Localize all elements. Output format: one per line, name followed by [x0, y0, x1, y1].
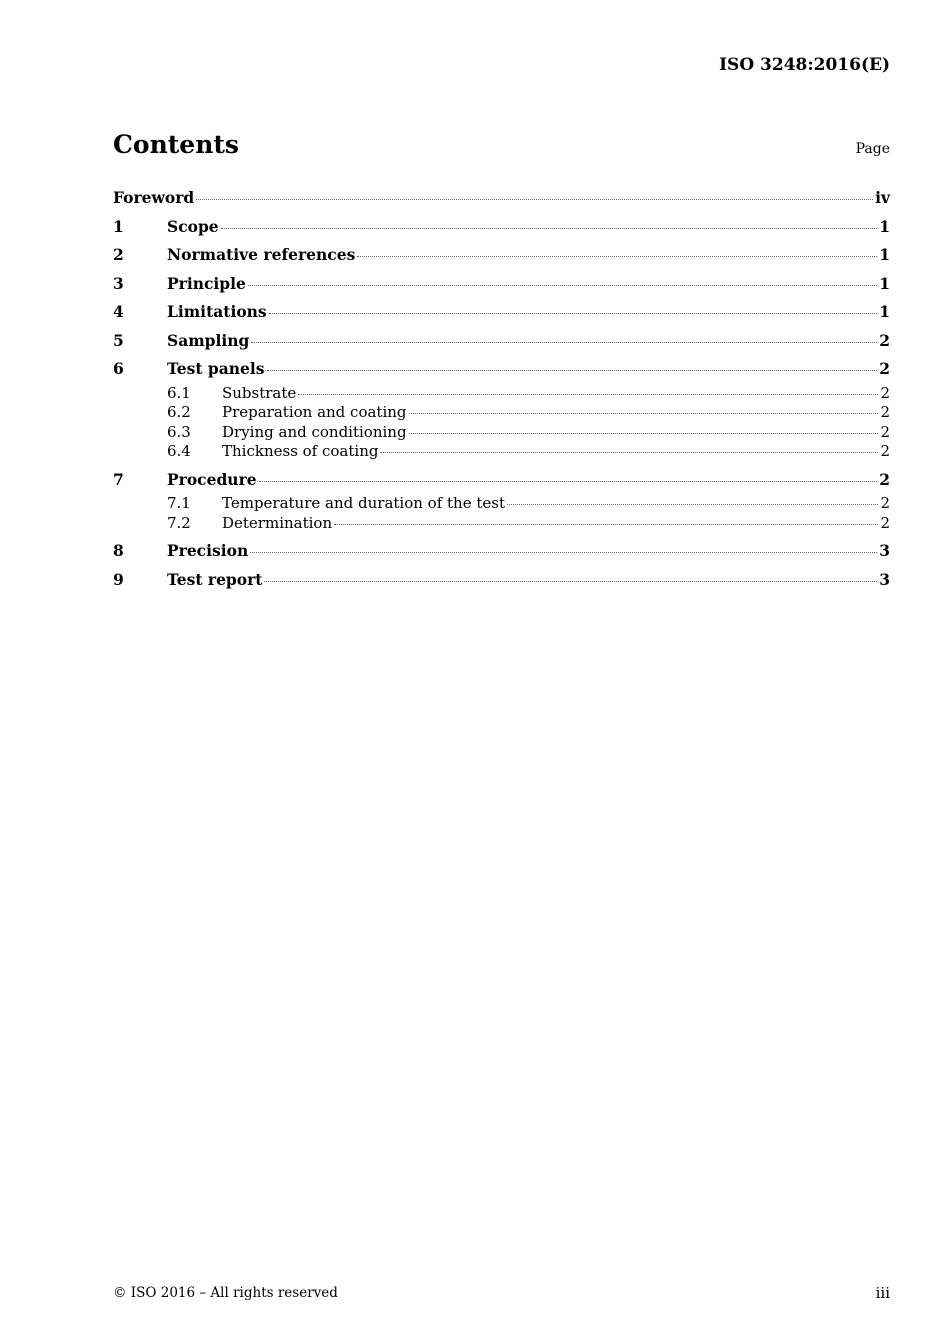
toc-entry-page: 1 [879, 302, 890, 321]
toc-entry-title: Foreword [113, 188, 195, 207]
toc-entry-title: Temperature and duration of the test [222, 494, 505, 512]
toc-entry-title: Procedure [167, 469, 257, 489]
dot-leader [334, 523, 878, 525]
page-column-label: Page [855, 141, 890, 157]
toc-entry-page: 1 [879, 216, 890, 236]
toc-entry-procedure[interactable] [113, 466, 890, 495]
toc-subentry-preparation-and-coating[interactable] [113, 403, 890, 423]
toc-entry-number: 6.1 [167, 383, 191, 402]
toc-entry-scope[interactable] [113, 213, 890, 242]
toc-entry-page: 2 [880, 383, 890, 402]
toc-entry-title: Substrate [222, 383, 297, 402]
toc-entry-number: 7.1 [167, 494, 191, 512]
toc-entry-number: 6.4 [167, 442, 191, 460]
document-id: ISO 3248:2016(E) [719, 55, 890, 75]
toc-entry-test-panels[interactable] [113, 355, 890, 384]
dot-leader [380, 451, 878, 453]
toc-entry-number: 3 [113, 273, 124, 293]
toc-entry-page: 2 [879, 330, 890, 350]
toc-entry-page: 2 [879, 469, 890, 489]
toc-entry-title: Drying and conditioning [222, 422, 407, 441]
toc-entry-number: 8 [113, 541, 124, 560]
toc-entry-number: 7.2 [167, 513, 191, 532]
dot-leader [269, 312, 878, 314]
dot-leader [221, 227, 878, 229]
toc-entry-normative-references[interactable] [113, 241, 890, 270]
toc-entry-title: Normative references [167, 245, 356, 264]
toc-entry-title: Scope [167, 216, 219, 236]
toc-entry-number: 7 [113, 469, 124, 489]
toc-subentry-drying-and-conditioning[interactable] [113, 423, 890, 443]
toc-entry-foreword[interactable] [113, 184, 890, 213]
toc-entry-title: Thickness of coating [222, 442, 379, 460]
toc-entry-page: 2 [879, 359, 890, 378]
toc-entry-page: 1 [879, 245, 890, 264]
toc-entry-title: Determination [222, 513, 333, 532]
dot-leader [507, 503, 878, 505]
dot-leader [357, 255, 877, 257]
toc-entry-page: 2 [880, 513, 890, 532]
toc-entry-page: 3 [879, 541, 890, 560]
toc-entry-title: Sampling [167, 330, 250, 350]
toc-entry-number: 9 [113, 569, 124, 589]
toc-subentry-substrate[interactable] [113, 384, 890, 404]
toc-entry-number: 6.3 [167, 422, 191, 441]
toc-entry-page: 2 [880, 442, 890, 460]
toc-subentry-thickness-of-coating[interactable] [113, 442, 890, 462]
dot-leader [409, 432, 879, 434]
toc-entry-title: Precision [167, 541, 249, 560]
toc-entry-page: 1 [879, 273, 890, 293]
toc-entry-title: Test panels [167, 359, 265, 378]
page-title: Contents [113, 130, 240, 159]
toc-entry-page: 2 [880, 494, 890, 512]
toc-entry-page: 2 [880, 403, 890, 421]
toc-entry-title: Limitations [167, 302, 267, 321]
dot-leader [298, 393, 878, 395]
copyright-notice: © ISO 2016 – All rights reserved [113, 1285, 338, 1301]
toc-entry-page: 2 [880, 422, 890, 441]
toc-entry-number: 1 [113, 216, 124, 236]
toc-entry-title: Preparation and coating [222, 403, 407, 421]
toc-entry-page: 3 [879, 569, 890, 589]
toc-entry-title: Principle [167, 273, 246, 293]
toc-entry-precision[interactable] [113, 537, 890, 566]
toc-entry-number: 4 [113, 302, 124, 321]
toc-entry-sampling[interactable] [113, 327, 890, 356]
dot-leader [250, 551, 877, 553]
dot-leader [248, 284, 877, 286]
toc-entry-limitations[interactable] [113, 298, 890, 327]
table-of-contents [113, 184, 890, 594]
dot-leader [259, 480, 878, 482]
toc-subentry-temperature-and-duration[interactable] [113, 494, 890, 514]
dot-leader [196, 198, 873, 200]
toc-entry-title: Test report [167, 569, 263, 589]
toc-entry-number: 6.2 [167, 403, 191, 421]
dot-leader [251, 341, 877, 343]
dot-leader [264, 580, 877, 582]
dot-leader [267, 369, 878, 371]
toc-entry-page: iv [875, 188, 890, 207]
dot-leader [409, 412, 879, 414]
toc-entry-number: 6 [113, 359, 124, 378]
toc-entry-number: 5 [113, 330, 124, 350]
toc-entry-number: 2 [113, 245, 124, 264]
toc-entry-test-report[interactable] [113, 566, 890, 595]
toc-subentry-determination[interactable] [113, 514, 890, 534]
toc-entry-principle[interactable] [113, 270, 890, 299]
page-number: iii [875, 1284, 890, 1302]
